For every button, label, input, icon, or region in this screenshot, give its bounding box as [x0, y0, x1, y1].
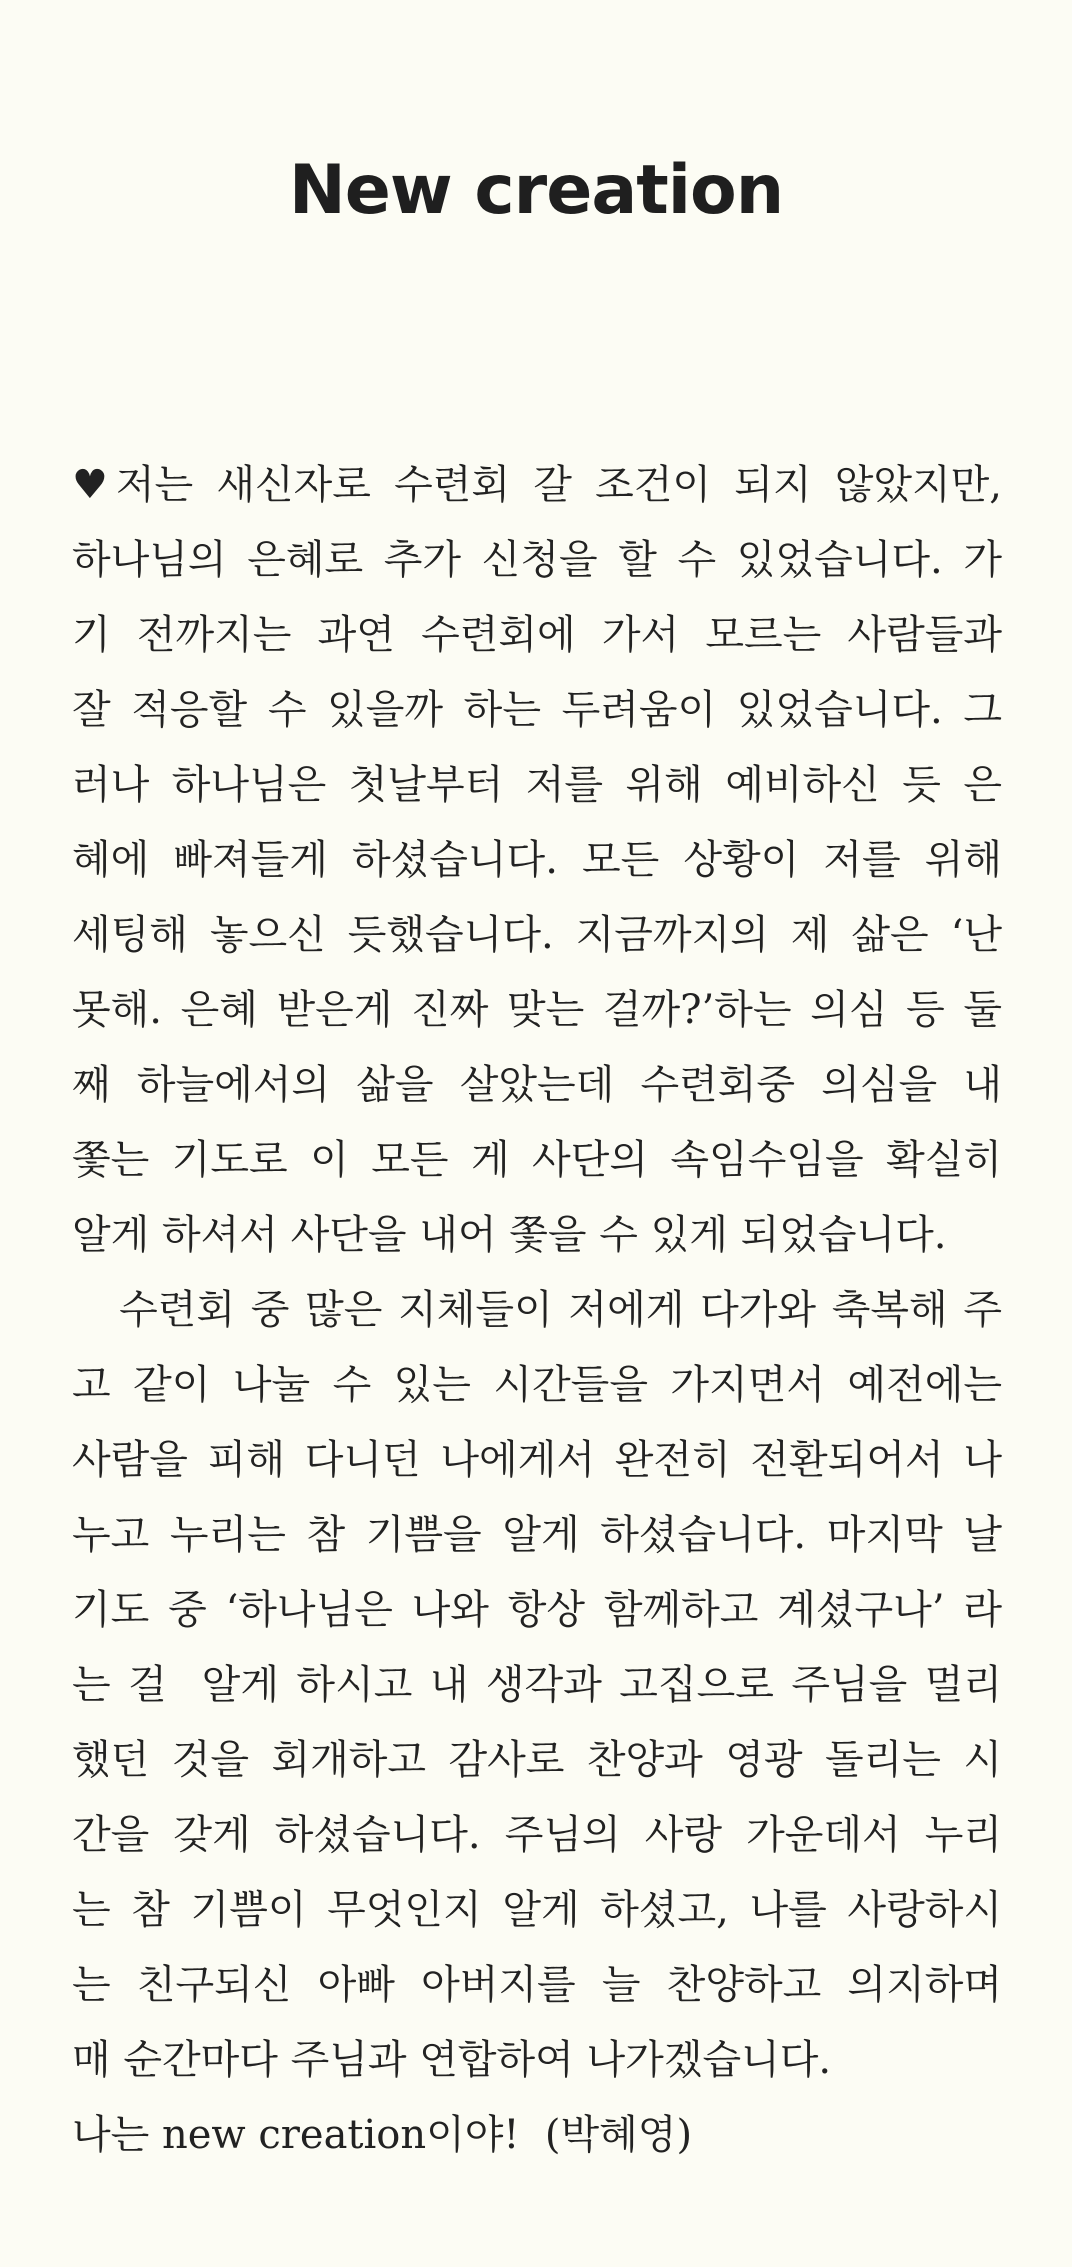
text-line: 고 같이 나눌 수 있는 시간들을 가지면서 예전에는 [72, 1362, 1002, 1408]
heart-icon: ♥ [72, 462, 108, 508]
text-line-content: 저는 새신자로 수련회 갈 조건이 되지 않았지만, [115, 462, 1002, 508]
text-line: 혜에 빠져들게 하셨습니다. 모든 상황이 저를 위해 [72, 837, 1002, 883]
text-line: 는 참 기쁨이 무엇인지 알게 하셨고, 나를 사랑하시 [72, 1887, 1002, 1933]
text-line: 러나 하나님은 첫날부터 저를 위해 예비하신 듯 은 [72, 762, 1002, 808]
signature-line: 나는 new creation이야! (박혜영) [72, 2112, 693, 2158]
text-line: 는 친구되신 아빠 아버지를 늘 찬양하고 의지하며 [72, 1962, 1002, 2008]
text-line: 는 걸 알게 하시고 내 생각과 고집으로 주님을 멀리 [72, 1662, 1002, 1708]
text-line [72, 448, 1002, 523]
testimony-text [72, 448, 1002, 2173]
text-line: 간을 갖게 하셨습니다. 주님의 사랑 가운데서 누리 [72, 1812, 1002, 1858]
text-line: 기 전까지는 과연 수련회에 가서 모르는 사람들과 [72, 612, 1002, 658]
page-title: New creation [288, 151, 784, 230]
text-line: 사람을 피해 다니던 나에게서 완전히 전환되어서 나 [72, 1437, 1002, 1483]
text-line: 째 하늘에서의 삶을 살았는데 수련회중 의심을 내 [72, 1062, 1002, 1108]
text-line: 했던 것을 회개하고 감사로 찬양과 영광 돌리는 시 [72, 1737, 1002, 1783]
text-line: 누고 누리는 참 기쁨을 알게 하셨습니다. 마지막 날 [72, 1512, 1002, 1558]
text-line: 세팅해 놓으신 듯했습니다. 지금까지의 제 삶은 ‘난 [72, 912, 1002, 958]
text-line: 매 순간마다 주님과 연합하여 나가겠습니다. [72, 2037, 832, 2083]
text-line: 수련회 중 많은 지체들이 저에게 다가와 축복해 주 [72, 1287, 1002, 1333]
text-line: 잘 적응할 수 있을까 하는 두려움이 있었습니다. 그 [72, 687, 1002, 733]
text-line: 쫓는 기도로 이 모든 게 사단의 속임수임을 확실히 [72, 1137, 1002, 1183]
text-line: 기도 중 ‘하나님은 나와 항상 함께하고 계셨구나’ 라 [72, 1587, 1002, 1633]
text-line: 못해. 은혜 받은게 진짜 맞는 걸까?’하는 의심 등 둘 [72, 987, 1002, 1033]
text-line: 하나님의 은혜로 추가 신청을 할 수 있었습니다. 가 [72, 537, 1002, 583]
text-line: 알게 하셔서 사단을 내어 쫓을 수 있게 되었습니다. [72, 1212, 947, 1258]
